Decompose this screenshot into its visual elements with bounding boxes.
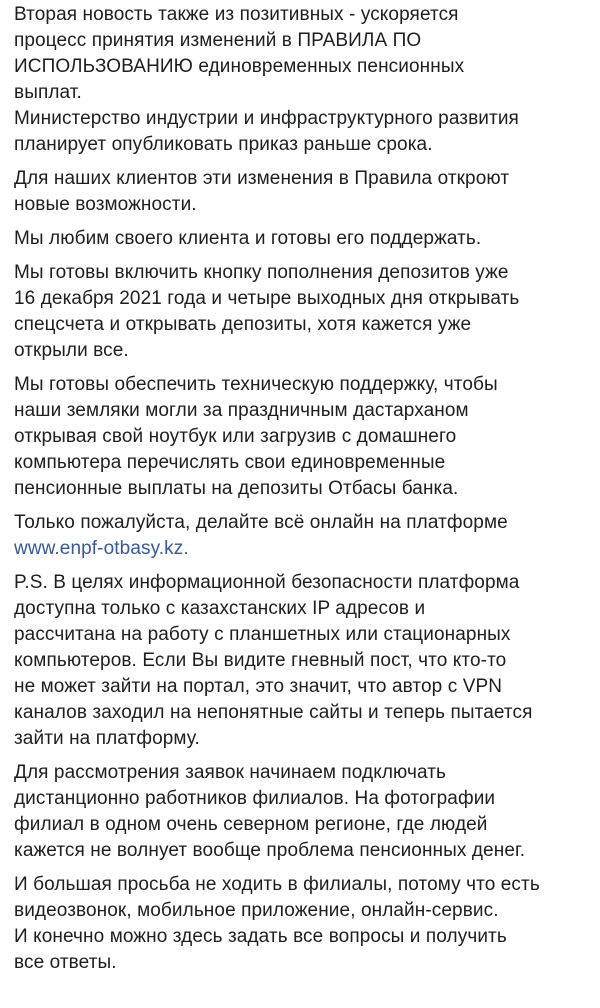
text-line: И конечно можно здесь задать все вопросы и получить <box>14 926 507 947</box>
text-line: новые возможности. <box>14 194 197 215</box>
post-paragraph-1 <box>14 2 594 158</box>
text-line: И большая просьба не ходить в филиалы, потому что есть <box>14 874 540 895</box>
text-line: все ответы. <box>14 952 117 973</box>
text-line: процесс принятия изменений в ПРАВИЛА ПО <box>14 30 422 51</box>
text-line: Для наших клиентов эти изменения в Правила откроют <box>14 168 510 189</box>
text-line: не может зайти на портал, это значит, что автор с VPN <box>14 676 503 697</box>
text-line: Мы готовы обеспечить техническую поддержку, чтобы <box>14 374 498 395</box>
text-line: ИСПОЛЬЗОВАНИЮ единовременных пенсионных <box>14 56 465 77</box>
text-line: каналов заходил на непонятные сайты и теперь пытается <box>14 702 533 723</box>
text-line: компьютеров. Если Вы видите гневный пост, что кто-то <box>14 650 507 671</box>
text-line: филиал в одном очень северном регионе, где людей <box>14 814 488 835</box>
platform-link[interactable]: www.enpf-otbasy.kz. <box>14 538 189 559</box>
text-line: дистанционно работников филиалов. На фотографии <box>14 788 496 809</box>
text-line: пенсионные выплаты на депозиты Отбасы банка. <box>14 478 459 499</box>
text-line: открывая свой ноутбук или загрузив с домашнего <box>14 426 457 447</box>
text-line: кажется не волнует вообще проблема пенсионных денег. <box>14 840 526 861</box>
text-line: компьютера перечислять свои единовременные <box>14 452 446 473</box>
post-paragraph-2 <box>14 166 594 218</box>
text-line: открыли все. <box>14 340 129 361</box>
text-line: планирует опубликовать приказ раньше срока. <box>14 134 433 155</box>
text-line: доступна только с казахстанских IP адресов и <box>14 598 426 619</box>
post-paragraph-9 <box>14 872 594 976</box>
post-paragraph-4 <box>14 260 594 364</box>
text-line <box>14 536 594 562</box>
post-paragraph-7 <box>14 570 594 752</box>
text-line: Министерство индустрии и инфраструктурного развития <box>14 108 519 129</box>
text-line: Мы готовы включить кнопку пополнения депозитов уже <box>14 262 509 283</box>
post-paragraph-6 <box>14 510 594 562</box>
post-text <box>14 2 594 984</box>
post-paragraph-8 <box>14 760 594 864</box>
text-line: зайти на платформу. <box>14 728 200 749</box>
text-line: Только пожалуйста, делайте всё онлайн на платформе <box>14 512 508 533</box>
post-paragraph-5 <box>14 372 594 502</box>
text-line: Для рассмотрения заявок начинаем подключать <box>14 762 447 783</box>
text-line: 16 декабря 2021 года и четыре выходных дня открывать <box>14 288 520 309</box>
text-line: видеозвонок, мобильное приложение, онлайн-сервис. <box>14 900 499 921</box>
text-line: рассчитана на работу с планшетных или стационарных <box>14 624 511 645</box>
post-paragraph-3 <box>14 226 594 252</box>
text-line: выплат. <box>14 82 82 103</box>
text-line: P.S. В целях информационной безопасности платформа <box>14 572 520 593</box>
text-line: наши земляки могли за праздничным дастарханом <box>14 400 469 421</box>
text-line: спецсчета и открывать депозиты, хотя кажется уже <box>14 314 472 335</box>
text-line: Вторая новость также из позитивных - ускоряется <box>14 4 459 25</box>
text-line: Мы любим своего клиента и готовы его поддержать. <box>14 228 482 249</box>
